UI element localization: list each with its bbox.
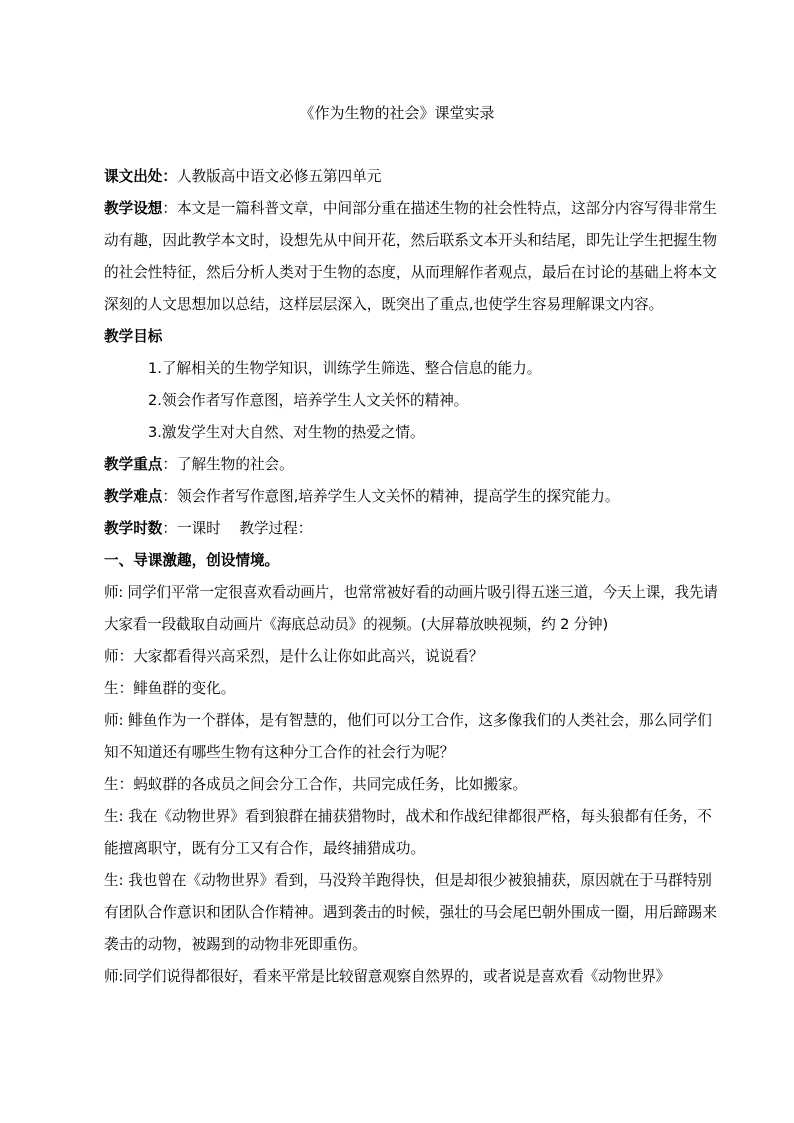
source-paragraph [104,161,722,193]
key-point-paragraph [104,449,722,481]
key-point-text: ：了解生物的社会。 [162,456,294,473]
dialogue-line-1: 师: 同学们平常一定很喜欢看动画片，也常常被好看的动画片吸引得五迷三道，今天上课，我先请大家看一段截取自动画片《海底总动员》的视频。(大屏幕放映视频，约 2 分钟) [104,584,718,633]
source-label: 课文出处： [104,168,177,185]
design-label: 教学设想 [104,200,163,217]
dialogue-line-6: 生: 我在《动物世界》看到狼群在捕获猎物时，战术和作战纪律都很严格，每头狼都有任务，不能擅离职守，既有分工又有合作，最终捕猎成功。 [104,808,712,857]
difficulty-label: 教学难点 [104,488,163,505]
difficulty-paragraph [104,481,722,513]
dialogue-line-2: 师：大家都看得兴高采烈，是什么让你如此高兴，说说看？ [104,648,484,665]
dialogue-line-7: 生: 我也曾在《动物世界》看到，马没羚羊跑得快，但是却很少被狼捕获，原因就在于马群特别有团队合作意识和团队合作精神。遇到袭击的时候，强壮的马会尾巴朝外围成一圈，用后蹄踢来袭击的动物，被踢到的动物非死即重伤。 [104,872,717,953]
section-heading: 一、导课激趣，创设情境。 [104,552,280,569]
difficulty-text: ：领会作者写作意图,培养学生人文关怀的精神，提高学生的探究能力。 [162,488,620,505]
dialogue-line-3: 生：鲱鱼群的变化。 [104,680,236,697]
goal-item-2: 2.领会作者写作意图，培养学生人文关怀的精神。 [148,392,469,409]
key-point-label: 教学重点 [104,456,163,473]
goal-item-3: 3.激发学生对大自然、对生物的热爱之情。 [148,424,425,441]
goals-heading: 教学目标 [104,328,163,345]
dialogue-line-4: 师: 鲱鱼作为一个群体，是有智慧的，他们可以分工合作，这多像我们的人类社会，那么同学们知不知道还有哪些生物有这种分工合作的社会行为呢？ [104,712,712,761]
document-title: 《作为生物的社会》课堂实录 [299,104,495,122]
dialogue-line-5: 生：蚂蚁群的各成员之间会分工合作，共同完成任务，比如搬家。 [104,776,528,793]
time-text: ：一课时 教学过程： [162,520,313,537]
time-paragraph [104,513,722,545]
time-label: 教学时数 [104,520,163,537]
dialogue-line-8: 师:同学们说得都很好，看来平常是比较留意观察自然界的，或者说是喜欢看《动物世界》 [104,968,671,985]
document-body [104,161,722,993]
design-paragraph [104,193,722,321]
goal-item-1: 1.了解相关的生物学知识，训练学生筛选、整合信息的能力。 [148,360,542,377]
design-text: ：本文是一篇科普文章，中间部分重在描述生物的社会性特点，这部分内容写得非常生动有趣，因此教学本文时，设想先从中间开花，然后联系文本开头和结尾，即先让学生把握生物的社会性特征，然后分析人类对于生物的态度，从而理解作者观点，最后在讨论的基础上将本文深刻的人文思想加以总结，这样层层深入，既突出了重点,也使学生容易理解课文内容。 [104,200,717,313]
source-text: 人教版高中语文必修五第四单元 [176,168,382,185]
